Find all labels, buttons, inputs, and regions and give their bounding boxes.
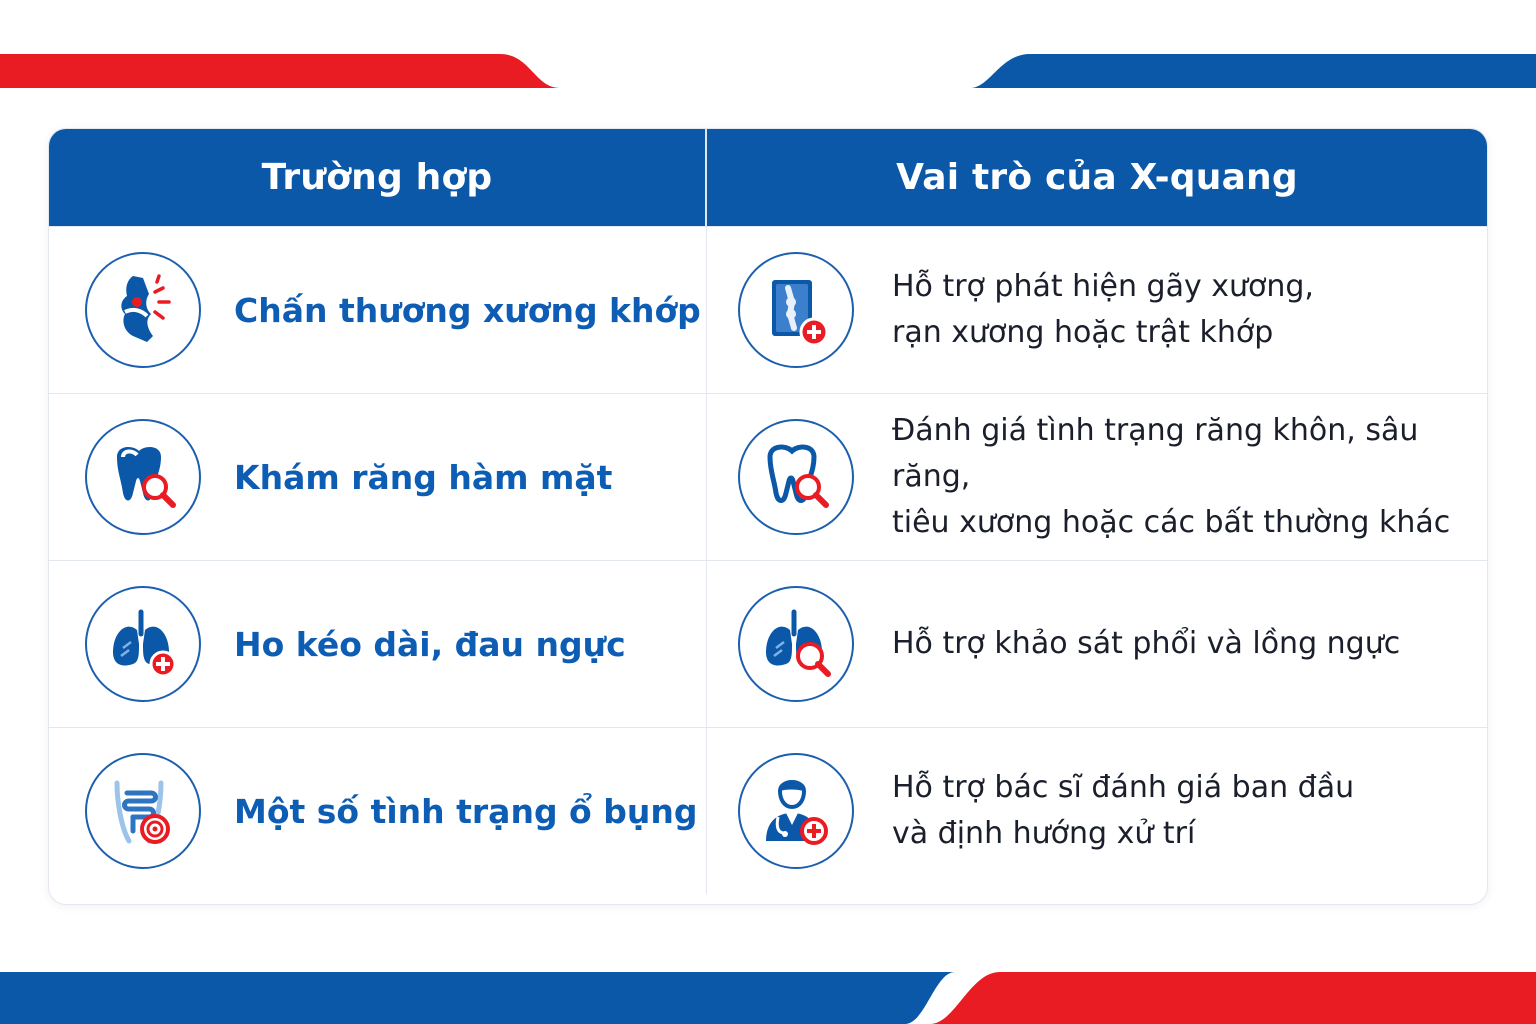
table-row — [49, 226, 1487, 393]
case-label: Ho kéo dài, đau ngực — [234, 624, 626, 664]
case-label: Khám răng hàm mặt — [234, 457, 613, 497]
role-description: Hỗ trợ phát hiện gãy xương, rạn xương hoặc trật khớp — [892, 269, 1314, 350]
case-label: Một số tình trạng ổ bụng — [234, 791, 698, 831]
table-header — [49, 129, 1487, 226]
bottom-decorative-band — [0, 966, 1536, 1024]
top-decorative-band — [0, 48, 1536, 92]
xray-role-table — [48, 128, 1488, 905]
header-case: Trường hợp — [49, 129, 707, 226]
lungs-search-icon — [738, 586, 854, 702]
tooth-search-icon — [738, 419, 854, 535]
table-row — [49, 727, 1487, 894]
role-description: Hỗ trợ khảo sát phổi và lồng ngực — [892, 626, 1401, 661]
header-role: Vai trò của X-quang — [896, 157, 1298, 198]
role-description: Hỗ trợ bác sĩ đánh giá ban đầu và định hướng xử trí — [892, 770, 1355, 851]
table-row — [49, 393, 1487, 560]
role-cell — [707, 227, 1487, 393]
case-cell — [49, 561, 707, 727]
doctor-icon — [738, 753, 854, 869]
abdomen-target-icon — [85, 753, 201, 869]
case-cell — [49, 394, 707, 560]
case-cell — [49, 728, 707, 894]
case-label: Chấn thương xương khớp — [234, 290, 701, 330]
role-description: Đánh giá tình trạng răng khôn, sâu răng, tiêu xương hoặc các bất thường khác — [892, 413, 1451, 540]
xray-film-icon — [738, 252, 854, 368]
role-cell — [707, 394, 1487, 560]
role-cell — [707, 561, 1487, 727]
case-cell — [49, 227, 707, 393]
tooth-search-icon — [85, 419, 201, 535]
bone-joint-icon — [85, 252, 201, 368]
lungs-plus-icon — [85, 586, 201, 702]
role-cell — [707, 728, 1487, 894]
table-row — [49, 560, 1487, 727]
